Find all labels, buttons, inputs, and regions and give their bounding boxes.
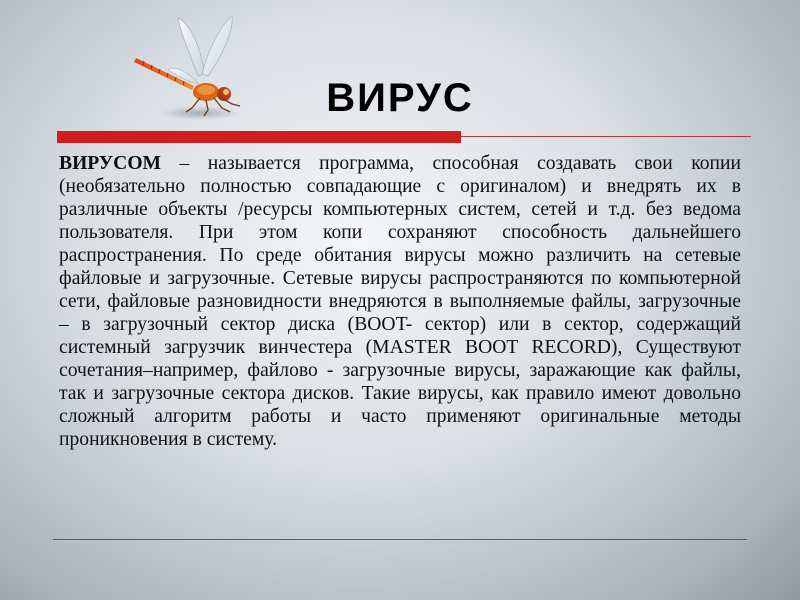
definition-text: – называется программа, способная создавать свои копии (необязательно полностью совпадающие с оригиналом) и внедрять их в различные объекты /ресурсы компьютерных систем, сетей и т.д. без ведома пользователя. При этом копи сохраняют способность дальнейшего распространения. По среде обитания вирусы можно различить на сетевые файловые и загрузочные. Сетевые вирусы распространяются по компьютерной сети, файловые разновидности внедряются в выполняемые файлы, загрузочные – в загрузочный сектор диска (BOOT- сектор) или в сектор, содержащий системный загрузчик винчестера (MASTER BOOT RECORD), Существуют сочетания–например, файлово - загрузочные вирусы, заражающие как файлы, так и загрузочные сектора дисков. Такие вирусы, как правило имеют довольно сложный алгоритм работы и часто применяют оригинальные методы проникновения в систему.	[59, 153, 741, 450]
slide-title: ВИРУС	[326, 76, 474, 120]
bottom-rule	[53, 539, 747, 540]
definition-paragraph	[59, 152, 741, 451]
dragonfly-icon	[128, 10, 248, 122]
title-underline-thick	[57, 131, 461, 143]
title-underline-thin	[461, 136, 751, 137]
definition-term: ВИРУСОМ	[59, 153, 162, 174]
